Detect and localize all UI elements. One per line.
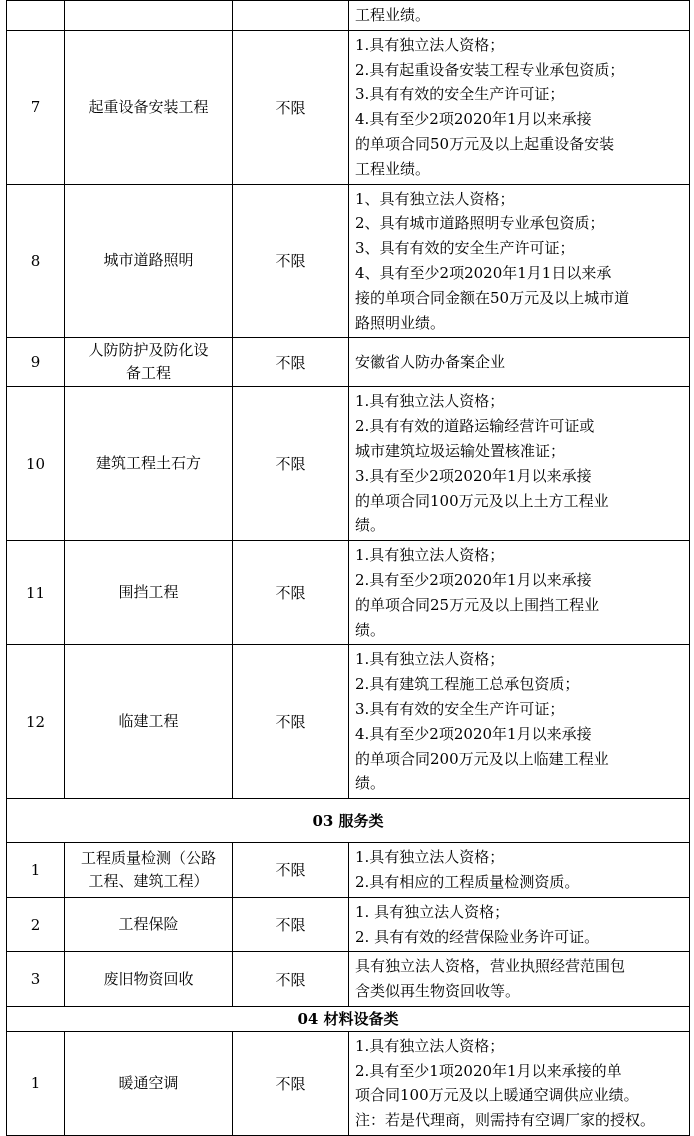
table-row xyxy=(7,1,690,31)
requirement-line: 的单项合同50万元及以上起重设备安装 xyxy=(355,134,615,153)
project-name-cell xyxy=(65,541,233,645)
requirement-line: 4、具有至少2项2020年1月1日以来承 xyxy=(355,263,612,282)
row-number: 11 xyxy=(7,541,65,645)
table-row xyxy=(7,843,690,898)
requirement-line: 1.具有独立法人资格； xyxy=(355,650,505,669)
limit-cell: 不限 xyxy=(233,30,349,184)
table-row xyxy=(7,1031,690,1135)
requirement-line: 1.具有独立法人资格； xyxy=(355,1036,505,1055)
limit-cell xyxy=(233,1,349,31)
project-name-cell xyxy=(65,30,233,184)
project-name-line: 废旧物资回收 xyxy=(103,969,194,988)
requirement-line: 工程业绩。 xyxy=(355,6,431,24)
project-name-cell xyxy=(65,645,233,799)
requirements-cell xyxy=(349,184,690,338)
table-row xyxy=(7,645,690,799)
requirement-line: 的单项合同25万元及以上围挡工程业 xyxy=(355,595,600,614)
requirement-line: 1.具有独立法人资格； xyxy=(355,546,505,565)
requirements-cell xyxy=(349,30,690,184)
requirements-cell xyxy=(349,645,690,799)
requirement-line: 路照明业绩。 xyxy=(355,313,446,332)
requirement-line: 项合同100万元及以上暖通空调供应业绩。 xyxy=(355,1086,639,1105)
project-name-cell xyxy=(65,338,233,387)
project-name-line: 工程保险 xyxy=(118,915,179,933)
limit-cell: 不限 xyxy=(233,184,349,338)
section-header-row xyxy=(7,1006,690,1031)
project-name-line: 暖通空调 xyxy=(118,1073,179,1092)
project-name-line: 备工程 xyxy=(125,364,171,383)
section-header-row xyxy=(7,799,690,843)
requirement-line: 的单项合同100万元及以上土方工程业 xyxy=(355,491,609,510)
requirement-line: 2.具有建筑工程施工总承包资质； xyxy=(355,675,580,694)
requirement-line: 1.具有独立法人资格； xyxy=(355,392,505,411)
requirement-line: 2.具有相应的工程质量检测资质。 xyxy=(355,872,580,891)
project-name-cell xyxy=(65,1031,233,1135)
project-name-cell xyxy=(65,897,233,952)
project-name-cell xyxy=(65,843,233,898)
row-number: 3 xyxy=(7,952,65,1007)
requirement-line: 1. 具有独立法人资格； xyxy=(355,902,510,921)
requirements-cell xyxy=(349,952,690,1007)
row-number: 8 xyxy=(7,184,65,338)
requirement-line: 含类似再生物资回收等。 xyxy=(355,982,521,1001)
table-row xyxy=(7,387,690,541)
requirements-cell xyxy=(349,1031,690,1135)
requirement-line: 具有独立法人资格，营业执照经营范围包 xyxy=(355,957,626,976)
table-row xyxy=(7,338,690,387)
project-name-line: 起重设备安装工程 xyxy=(88,97,209,116)
limit-cell: 不限 xyxy=(233,952,349,1007)
requirement-line: 4.具有至少2项2020年1月以来承接 xyxy=(355,110,592,129)
project-name-line: 围挡工程 xyxy=(118,583,179,602)
limit-cell: 不限 xyxy=(233,1031,349,1135)
row-number: 10 xyxy=(7,387,65,541)
requirement-line: 接的单项合同金额在50万元及以上城市道 xyxy=(355,288,630,307)
limit-cell: 不限 xyxy=(233,843,349,898)
table-row xyxy=(7,897,690,952)
requirement-line: 3.具有有效的安全生产许可证； xyxy=(355,85,565,104)
requirement-line: 2.具有有效的道路运输经营许可证或 xyxy=(355,417,595,436)
project-name-cell xyxy=(65,1,233,31)
requirements-cell xyxy=(349,843,690,898)
qualification-table-body xyxy=(7,1,690,1136)
requirement-line: 绩。 xyxy=(355,774,386,793)
project-name-line: 人防防护及防化设 xyxy=(88,341,209,360)
requirement-line: 2、具有城市道路照明专业承包资质； xyxy=(355,214,605,233)
project-name-line: 建筑工程土石方 xyxy=(95,454,201,473)
requirement-line: 2.具有至少1项2020年1月以来承接的单 xyxy=(355,1061,622,1080)
project-name-cell xyxy=(65,952,233,1007)
row-number: 2 xyxy=(7,897,65,952)
requirements-cell xyxy=(349,387,690,541)
project-name-line: 临建工程 xyxy=(118,712,179,731)
requirement-line: 4.具有至少2项2020年1月以来承接 xyxy=(355,724,592,743)
row-number: 7 xyxy=(7,30,65,184)
requirement-line: 2.具有起重设备安装工程专业承包资质； xyxy=(355,60,625,79)
requirement-line: 3.具有有效的安全生产许可证； xyxy=(355,699,565,718)
requirement-line: 城市建筑垃圾运输处置核准证； xyxy=(355,441,566,460)
limit-cell: 不限 xyxy=(233,387,349,541)
requirement-line: 工程业绩。 xyxy=(355,159,431,178)
table-row xyxy=(7,952,690,1007)
limit-cell: 不限 xyxy=(233,541,349,645)
requirement-line: 的单项合同200万元及以上临建工程业 xyxy=(355,749,609,768)
table-row xyxy=(7,184,690,338)
requirements-cell xyxy=(349,1,690,31)
project-name-line: 工程、建筑工程） xyxy=(88,871,209,890)
table-row xyxy=(7,541,690,645)
limit-cell: 不限 xyxy=(233,897,349,952)
row-number xyxy=(7,1,65,31)
project-name-cell xyxy=(65,387,233,541)
requirement-line: 1.具有独立法人资格； xyxy=(355,35,505,54)
section-title: 03 服务类 xyxy=(7,799,690,843)
section-title: 04 材料设备类 xyxy=(7,1006,690,1031)
requirement-line: 绩。 xyxy=(355,516,386,535)
limit-cell: 不限 xyxy=(233,645,349,799)
requirements-cell xyxy=(349,897,690,952)
requirement-line: 注：若是代理商，则需持有空调厂家的授权。 xyxy=(355,1111,656,1130)
requirement-line: 2.具有至少2项2020年1月以来承接 xyxy=(355,570,592,589)
requirement-line: 绩。 xyxy=(355,620,386,639)
row-number: 1 xyxy=(7,1031,65,1135)
requirement-line: 1、具有独立法人资格； xyxy=(355,189,515,208)
requirement-line: 安徽省人防办备案企业 xyxy=(355,352,506,371)
qualification-table xyxy=(6,0,690,1136)
row-number: 9 xyxy=(7,338,65,387)
requirement-line: 3、具有有效的安全生产许可证； xyxy=(355,239,575,258)
project-name-cell xyxy=(65,184,233,338)
project-name-line: 工程质量检测（公路 xyxy=(80,848,216,867)
row-number: 1 xyxy=(7,843,65,898)
row-number: 12 xyxy=(7,645,65,799)
requirements-cell xyxy=(349,338,690,387)
project-name-line: 城市道路照明 xyxy=(103,251,194,270)
requirement-line: 2. 具有有效的经营保险业务许可证。 xyxy=(355,927,600,946)
table-row xyxy=(7,30,690,184)
limit-cell: 不限 xyxy=(233,338,349,387)
requirement-line: 1.具有独立法人资格； xyxy=(355,848,505,867)
requirement-line: 3.具有至少2项2020年1月以来承接 xyxy=(355,466,592,485)
requirements-cell xyxy=(349,541,690,645)
